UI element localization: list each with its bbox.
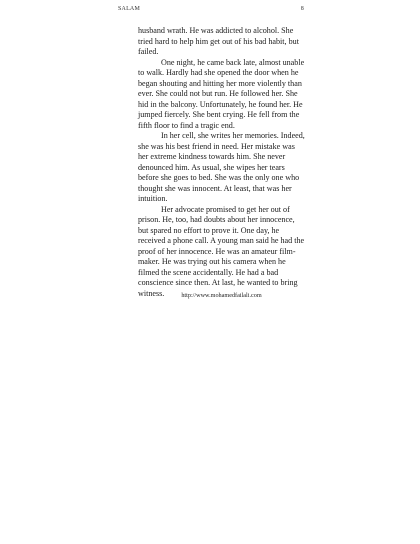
page-number: 8 (300, 6, 304, 12)
paragraph: In her cell, she writes her memories. Indeed, she was his best friend in need. Her mistake was her extreme kindness towards him. She never denounced him. As usual, she wipes her tears before she goes to bed. She was the only one who thought she was innocent. At least, that was her intuition. (138, 131, 305, 203)
running-title: SALAM (118, 6, 141, 12)
paragraph: husband wrath. He was addicted to alcohol. She tried hard to help him get out of his bad habit, but failed. (138, 26, 299, 56)
paragraph: Her advocate promised to get her out of prison. He, too, had doubts about her innocence, but spared no effort to prove it. One day, he received a phone call. A young man said he had the proof of her innocence. He was an amateur film-maker. He was trying out his camera when he filmed the scene accidentally. He had a bad conscience since then. At last, he wanted to bring witness. (138, 204, 305, 298)
footer-url: http://www.mohamedfailali.com (181, 292, 262, 299)
body-text (138, 26, 305, 299)
paragraph: One night, he came back late, almost unable to walk. Hardly had she opened the door when he began shouting and hitting her more violently than ever. She could not but run. He followed her. She hid in the balcony. Unfortunately, he found her. He jumped fiercely. She bent crying. He fell from the fifth floor to find a tragic end. (138, 57, 305, 130)
